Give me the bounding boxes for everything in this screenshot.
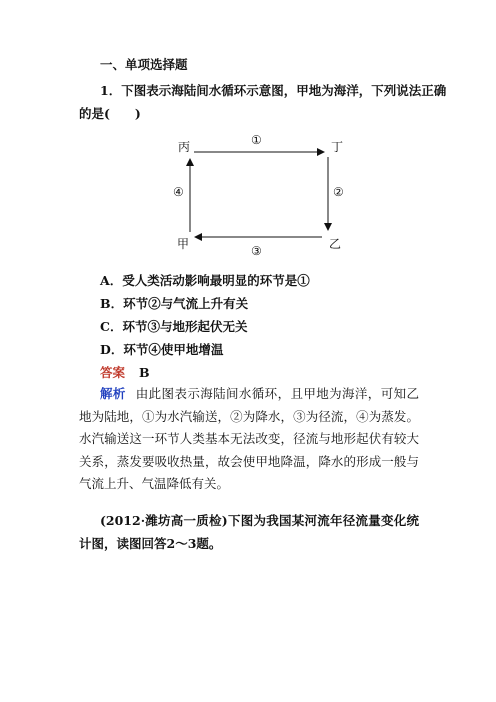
next-question-intro: (2012·潍坊高一质检)下图为我国某河流年径流量变化统计图，读图回答2～3题。	[79, 513, 419, 551]
corner-jia: 甲	[177, 237, 190, 251]
answer-label: 答案	[100, 365, 126, 380]
answer-value: B	[139, 365, 150, 380]
question-line-2: 的是( )	[79, 106, 141, 121]
option-a: A．受人类活动影响最明显的环节是①	[100, 273, 310, 288]
option-c: C．环节③与地形起伏无关	[100, 319, 248, 334]
arrow-label-4: ④	[173, 185, 184, 199]
analysis-label: 解析	[100, 386, 126, 401]
option-b: B．环节②与气流上升有关	[100, 296, 249, 311]
analysis-paragraph	[79, 383, 419, 496]
analysis-text: 由此图表示海陆间水循环，且甲地为海洋，可知乙地为陆地，①为水汽输送，②为降水，③为径流，④为蒸发。水汽输送这一环节人类基本无法改变，径流与地形起伏有较大关系，蒸发要吸收热量，故会使甲地降温，降水的形成一般与气流上升、气温降低有关。	[79, 386, 419, 491]
corner-bing: 丙	[178, 140, 191, 154]
option-d: D．环节④使甲地增温	[100, 342, 224, 357]
corner-yi: 乙	[329, 237, 342, 251]
corner-ding: 丁	[331, 140, 344, 154]
section-title: 一、单项选择题	[100, 57, 188, 72]
question-line-1: 1．下图表示海陆间水循环示意图，甲地为海洋，下列说法正确	[100, 83, 447, 98]
arrow-label-3: ③	[251, 244, 262, 258]
arrow-label-1: ①	[251, 133, 262, 147]
answer-row	[100, 365, 150, 381]
arrow-label-2: ②	[333, 185, 344, 199]
